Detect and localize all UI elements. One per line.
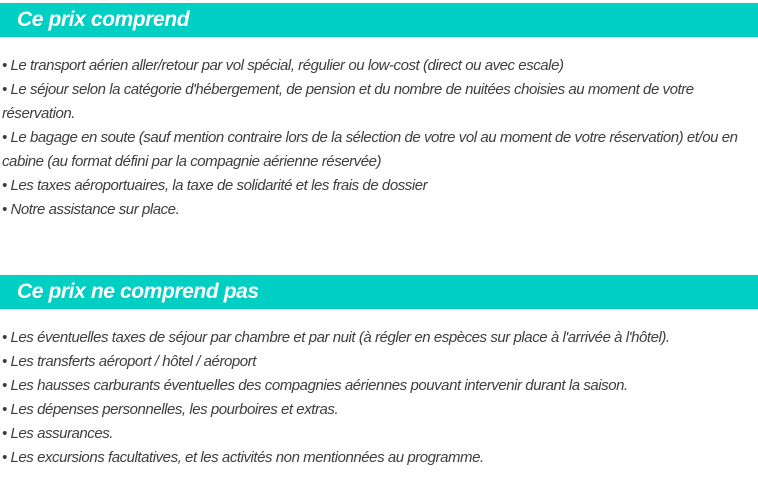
section-title: Ce prix ne comprend pas: [17, 280, 259, 303]
list-item: • Le séjour selon la catégorie d'hébergement, de pension et du nombre de nuitées choisies au moment de votre réservation.: [2, 81, 694, 122]
list-item: • Les dépenses personnelles, les pourboires et extras.: [2, 401, 339, 418]
list-item: • Le bagage en soute (sauf mention contraire lors de la sélection de votre vol au moment de votre réservation) et/ou en cabine (au format défini par la compagnie aérienne réservée): [2, 129, 738, 170]
list-item: • Les taxes aéroportuaires, la taxe de solidarité et les frais de dossier: [2, 177, 428, 194]
price-excludes-list: [0, 309, 758, 470]
section-header-price-includes: [0, 3, 758, 37]
section-gap: [0, 222, 758, 272]
list-item: • Les transferts aéroport / hôtel / aéroport: [2, 353, 256, 370]
list-item: • Le transport aérien aller/retour par vol spécial, régulier ou low-cost (direct ou avec escale): [2, 57, 564, 74]
list-item: • Les excursions facultatives, et les activités non mentionnées au programme.: [2, 449, 484, 466]
section-title: Ce prix comprend: [17, 8, 190, 31]
list-item: • Notre assistance sur place.: [2, 201, 180, 218]
price-includes-list: [0, 37, 758, 222]
section-header-price-excludes: [0, 275, 758, 309]
list-item: • Les éventuelles taxes de séjour par chambre et par nuit (à régler en espèces sur place à l'arrivée à l'hôtel).: [2, 329, 670, 346]
list-item: • Les hausses carburants éventuelles des compagnies aériennes pouvant intervenir durant la saison.: [2, 377, 628, 394]
price-info-page: [0, 3, 758, 487]
list-item: • Les assurances.: [2, 425, 113, 442]
